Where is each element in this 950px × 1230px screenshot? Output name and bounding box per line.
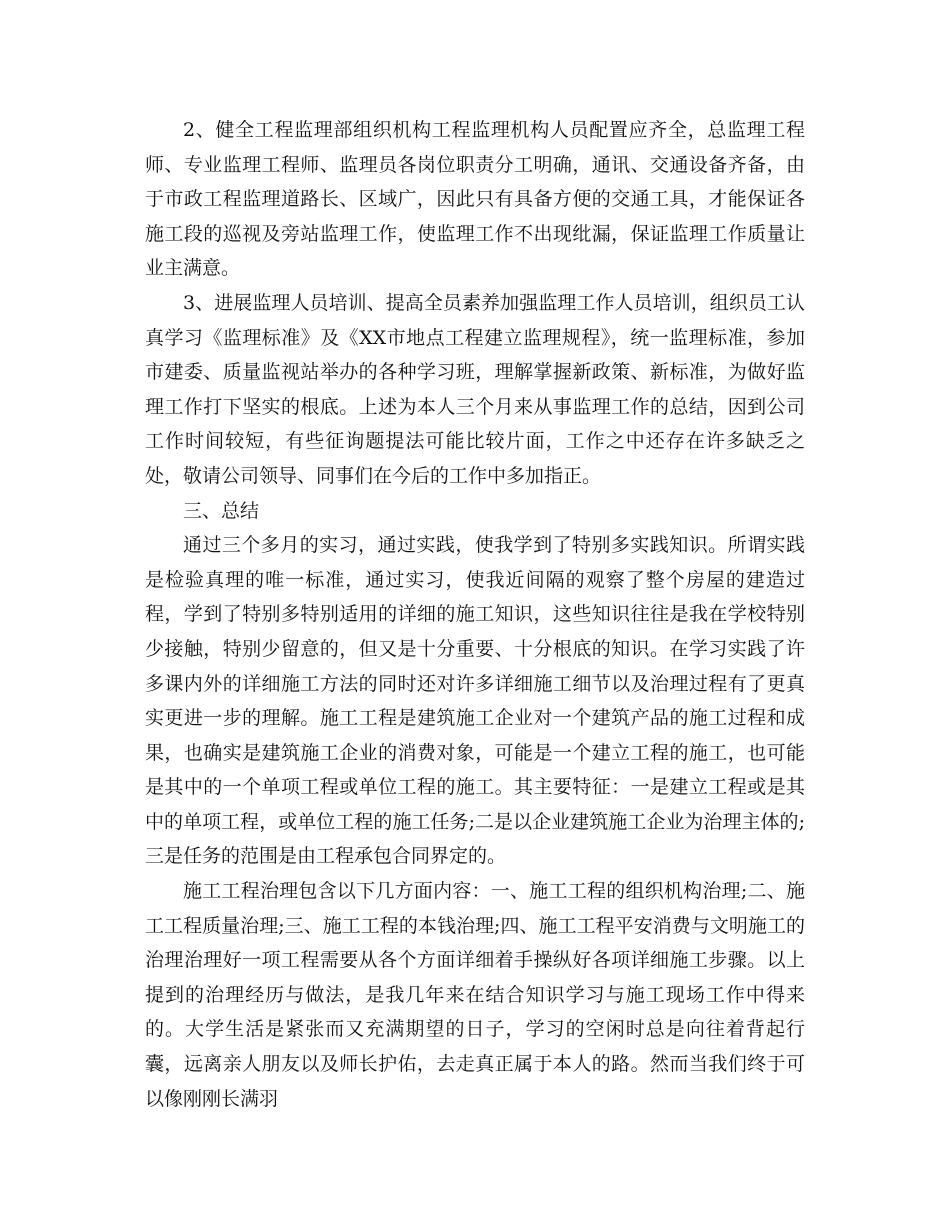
document-body (145, 113, 805, 1116)
paragraph-construction-management: 施工工程治理包含以下几方面内容：一、施工工程的组织机构治理;二、施工工程质量治理;三、施工工程的本钱治理;四、施工工程平安消费与文明施工的治理治理好一项工程需要从各个方面详细着手操纵好各项详细施工步骤。以上提到的治理经历与做法，是我几年来在结合知识学习与施工现场工作中得来的。大学生活是紧张而又充满期望的日子，学习的空闲时总是向往着背起行囊，远离亲人朋友以及师长护佑，去走真正属于本人的路。然而当我们终于可以像刚刚长满羽 (145, 880, 805, 1110)
paragraph-staff-training: 3、进展监理人员培训、提高全员素养加强监理工作人员培训，组织员工认真学习《监理标准》及《XX市地点工程建立监理规程》，统一监理标准，参加市建委、质量监视站举办的各种学习班，理解掌握新政策、新标准，为做好监理工作打下坚实的根底。上述为本人三个月来从事监理工作的总结，因到公司工作时间较短，有些征询题提法可能比较片面，工作之中还存在许多缺乏之处，敬请公司领导、同事们在今后的工作中多加指正。 (145, 291, 805, 487)
paragraph-internship-summary: 通过三个多月的实习，通过实践，使我学到了特别多实践知识。所谓实践是检验真理的唯一标准，通过实习，使我近间隔的观察了整个房屋的建造过程，学到了特别多特别适用的详细的施工知识，这些知识往往是我在学校特别少接触，特别少留意的，但又是十分重要、十分根底的知识。在学习实践了许多课内外的详细施工方法的同时还对许多详细施工细节以及治理过程有了更真实更进一步的理解。施工工程是建筑施工企业对一个建筑产品的施工过程和成果，也确实是建筑施工企业的消费对象，可能是一个建立工程的施工，也可能是其中的一个单项工程或单位工程的施工。其主要特征：一是建立工程或是其中的单项工程，或单位工程的施工任务;二是以企业建筑施工企业为治理主体的;三是任务的范围是由工程承包合同界定的。 (145, 534, 805, 868)
paragraph-supervision-organization: 2、健全工程监理部组织机构工程监理机构人员配置应齐全，总监理工程师、专业监理工程师、监理员各岗位职责分工明确，通讯、交通设备齐备，由于市政工程监理道路长、区域广，因此只有具备方便的交通工具，才能保证各施工段的巡视及旁站监理工作，使监理工作不出现纰漏，保证监理工作质量让业主满意。 (145, 119, 805, 280)
section-heading-summary: 三、总结 (183, 499, 260, 522)
